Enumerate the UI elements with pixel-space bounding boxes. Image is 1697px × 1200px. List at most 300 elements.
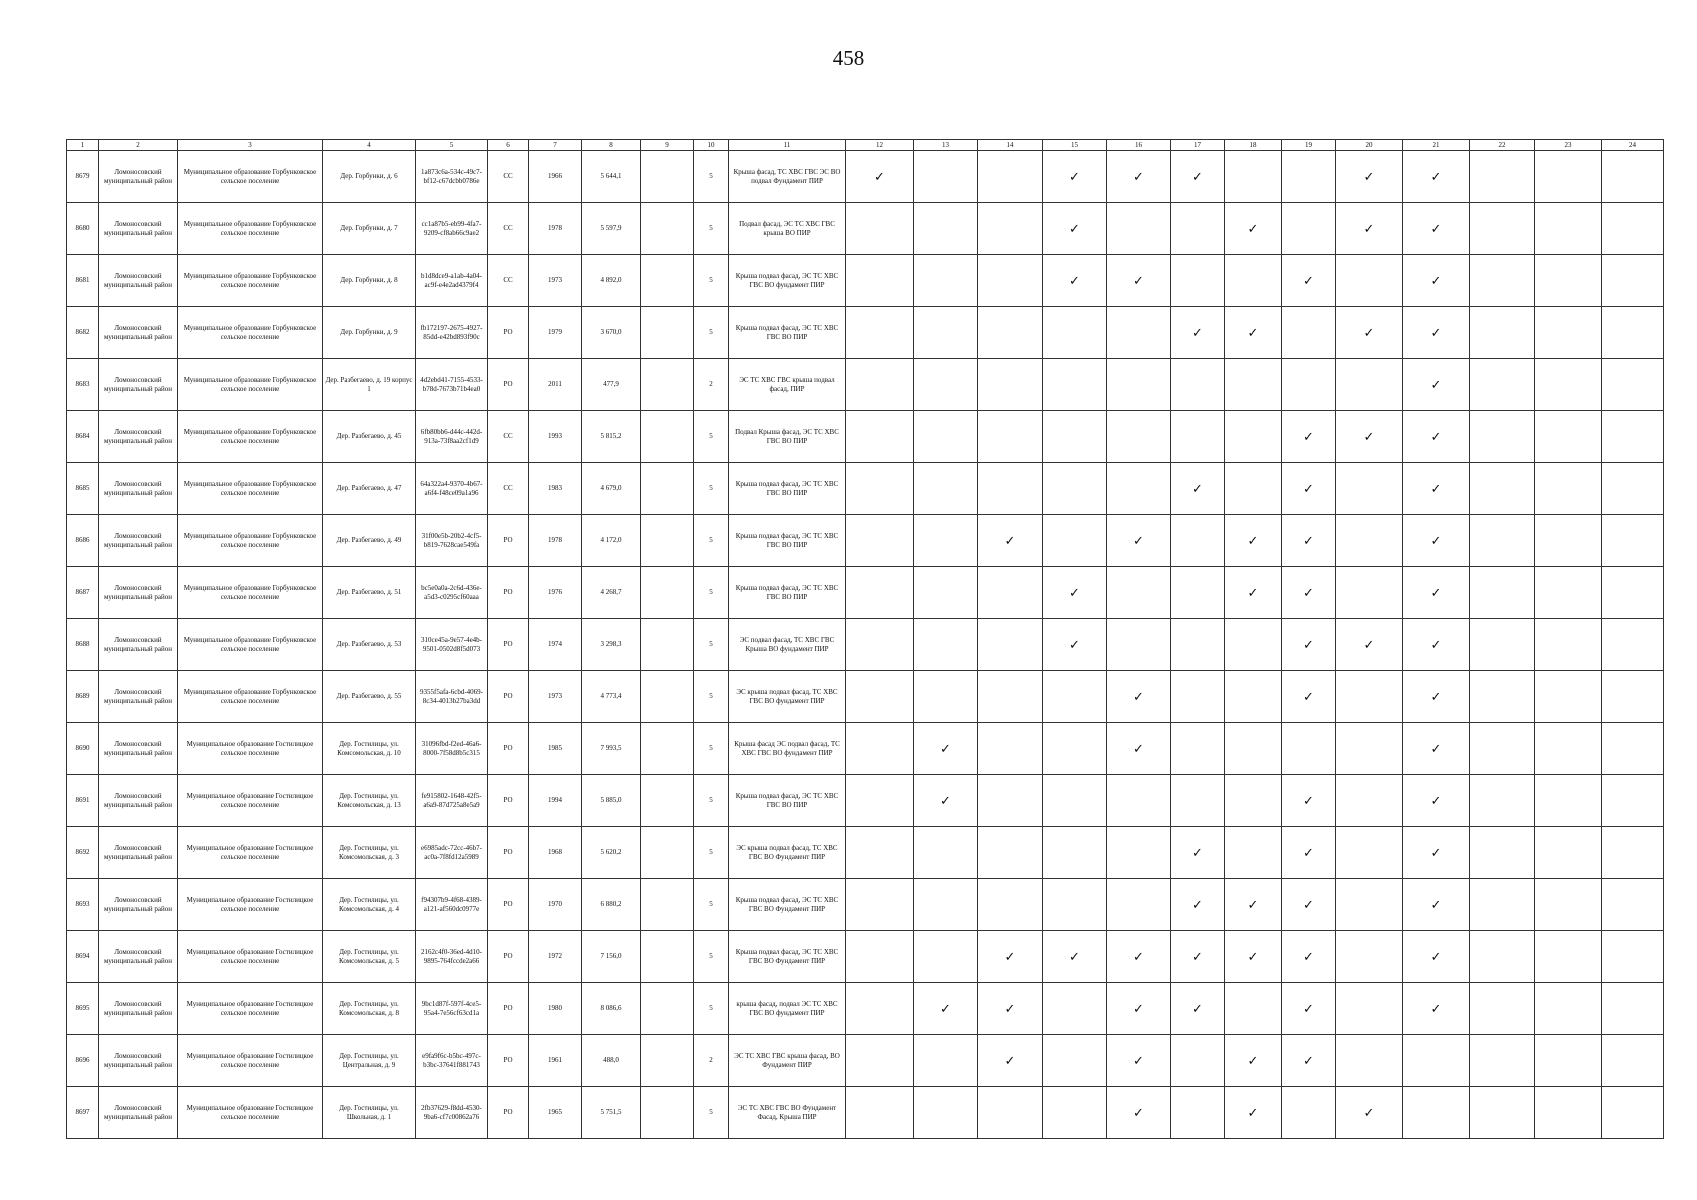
check-cell (978, 1035, 1043, 1087)
check-cell (1336, 1035, 1403, 1087)
column-header: 15 (1043, 140, 1107, 151)
check-cell (1043, 359, 1107, 411)
checkmark-icon: ✓ (1430, 169, 1442, 184)
works-cell: ЭС крыша подвал фасад, ТС ХВС ГВС ВО Фундамент ПИР (729, 827, 846, 879)
type-cell: РО (488, 723, 529, 775)
checkmark-icon: ✓ (1133, 689, 1144, 704)
check-cell (1535, 307, 1602, 359)
area-cell: 477,9 (582, 359, 641, 411)
row-number: 8696 (67, 1035, 99, 1087)
check-cell (846, 151, 914, 203)
check-cell (1470, 255, 1535, 307)
check-cell (1043, 723, 1107, 775)
district-cell: Ломоносовский муниципальный район (99, 515, 178, 567)
guid-cell: 4d2ebd41-7155-4533-b78d-7673b71b4ea0 (416, 359, 488, 411)
check-cell (1336, 463, 1403, 515)
floors-cell: 5 (694, 255, 729, 307)
check-cell (914, 1087, 978, 1139)
check-cell (1535, 671, 1602, 723)
check-cell (1602, 255, 1664, 307)
check-cell (1535, 411, 1602, 463)
check-cell (1225, 775, 1282, 827)
municipality-cell: Муниципальное образование Горбунковское сельское поселение (178, 307, 323, 359)
check-cell (914, 879, 978, 931)
municipality-cell: Муниципальное образование Горбунковское сельское поселение (178, 203, 323, 255)
checkmark-icon: ✓ (1069, 949, 1080, 964)
check-cell (1602, 983, 1664, 1035)
check-cell (978, 307, 1043, 359)
column-header: 5 (416, 140, 488, 151)
check-cell (1171, 515, 1225, 567)
column-header: 23 (1535, 140, 1602, 151)
district-cell: Ломоносовский муниципальный район (99, 1087, 178, 1139)
address-cell: Дер. Гостилицы, ул. Комсомольская, д. 4 (323, 879, 416, 931)
municipality-cell: Муниципальное образование Горбунковское сельское поселение (178, 359, 323, 411)
floors-cell: 2 (694, 1035, 729, 1087)
checkmark-icon: ✓ (1247, 949, 1259, 964)
type-cell: СС (488, 463, 529, 515)
check-cell (1282, 567, 1336, 619)
row-number: 8680 (67, 203, 99, 255)
column-header: 13 (914, 140, 978, 151)
checkmark-icon: ✓ (1133, 273, 1144, 288)
floors-cell: 5 (694, 723, 729, 775)
type-cell: РО (488, 983, 529, 1035)
floors-cell: 5 (694, 775, 729, 827)
floors-cell: 5 (694, 411, 729, 463)
type-cell: РО (488, 775, 529, 827)
district-cell: Ломоносовский муниципальный район (99, 307, 178, 359)
page-number: 458 (832, 46, 865, 70)
check-cell (1107, 307, 1171, 359)
year-cell: 1965 (529, 1087, 582, 1139)
table-row (67, 515, 1664, 567)
check-cell (1107, 515, 1171, 567)
check-cell (1171, 203, 1225, 255)
municipality-cell: Муниципальное образование Гостилицкое сельское поселение (178, 983, 323, 1035)
check-cell (1602, 463, 1664, 515)
check-cell (1225, 307, 1282, 359)
checkmark-icon: ✓ (1133, 533, 1144, 548)
check-cell (846, 463, 914, 515)
check-cell (978, 463, 1043, 515)
check-cell (1282, 983, 1336, 1035)
check-cell (1107, 619, 1171, 671)
address-cell: Дер. Гостилицы, ул. Центральная, д. 9 (323, 1035, 416, 1087)
check-cell (1535, 723, 1602, 775)
floors-cell: 5 (694, 983, 729, 1035)
check-cell (1107, 567, 1171, 619)
col9-cell (641, 515, 694, 567)
checkmark-icon: ✓ (1303, 533, 1314, 548)
check-cell (1403, 723, 1470, 775)
check-cell (1470, 1035, 1535, 1087)
address-cell: Дер. Горбунки, д. 6 (323, 151, 416, 203)
check-cell (1107, 463, 1171, 515)
checkmark-icon: ✓ (1430, 689, 1442, 704)
type-cell: РО (488, 827, 529, 879)
column-header: 20 (1336, 140, 1403, 151)
works-cell: Крыша подвал фасад, ЭС ТС ХВС ГВС ВО ПИР (729, 567, 846, 619)
check-cell (1336, 359, 1403, 411)
check-cell (1535, 151, 1602, 203)
check-cell (1225, 827, 1282, 879)
check-cell (914, 931, 978, 983)
guid-cell: 6fb80bb6-d44c-442d-913a-73f8aa2cf1d9 (416, 411, 488, 463)
municipality-cell: Муниципальное образование Горбунковское сельское поселение (178, 411, 323, 463)
check-cell (1336, 1087, 1403, 1139)
checkmark-icon: ✓ (1303, 585, 1314, 600)
check-cell (1470, 307, 1535, 359)
table-row (67, 671, 1664, 723)
check-cell (1470, 567, 1535, 619)
col9-cell (641, 203, 694, 255)
check-cell (978, 879, 1043, 931)
check-cell (914, 463, 978, 515)
check-cell (1171, 983, 1225, 1035)
column-header: 22 (1470, 140, 1535, 151)
guid-cell: cc1a87b5-eb99-4fa7-9209-cf8ab66c9ae2 (416, 203, 488, 255)
row-number: 8685 (67, 463, 99, 515)
check-cell (1282, 203, 1336, 255)
check-cell (1535, 203, 1602, 255)
area-cell: 6 880,2 (582, 879, 641, 931)
checkmark-icon: ✓ (1430, 221, 1442, 236)
register-table (66, 139, 1664, 1139)
check-cell (1470, 671, 1535, 723)
check-cell (1470, 723, 1535, 775)
check-cell (1043, 411, 1107, 463)
district-cell: Ломоносовский муниципальный район (99, 879, 178, 931)
checkmark-icon: ✓ (1303, 689, 1314, 704)
col9-cell (641, 723, 694, 775)
year-cell: 1972 (529, 931, 582, 983)
check-cell (1043, 879, 1107, 931)
check-cell (1171, 463, 1225, 515)
check-cell (1602, 723, 1664, 775)
checkmark-icon: ✓ (940, 793, 951, 808)
check-cell (1225, 515, 1282, 567)
check-cell (1403, 671, 1470, 723)
floors-cell: 5 (694, 463, 729, 515)
row-number: 8690 (67, 723, 99, 775)
year-cell: 1994 (529, 775, 582, 827)
check-cell (1171, 359, 1225, 411)
check-cell (1535, 983, 1602, 1035)
check-cell (1107, 723, 1171, 775)
check-cell (1043, 1035, 1107, 1087)
row-number: 8695 (67, 983, 99, 1035)
check-cell (978, 931, 1043, 983)
check-cell (978, 359, 1043, 411)
check-cell (1403, 463, 1470, 515)
row-number: 8683 (67, 359, 99, 411)
district-cell: Ломоносовский муниципальный район (99, 619, 178, 671)
year-cell: 1973 (529, 671, 582, 723)
check-cell (1602, 359, 1664, 411)
row-number: 8691 (67, 775, 99, 827)
check-cell (1470, 827, 1535, 879)
check-cell (1171, 827, 1225, 879)
check-cell (1171, 567, 1225, 619)
check-cell (1403, 619, 1470, 671)
district-cell: Ломоносовский муниципальный район (99, 827, 178, 879)
guid-cell: 2162c4f0-36ed-4d10-9895-764fccde2a66 (416, 931, 488, 983)
checkmark-icon: ✓ (1430, 897, 1442, 912)
year-cell: 1993 (529, 411, 582, 463)
check-cell (1043, 255, 1107, 307)
check-cell (1225, 723, 1282, 775)
check-cell (1282, 151, 1336, 203)
table-row (67, 567, 1664, 619)
row-number: 8684 (67, 411, 99, 463)
checkmark-icon: ✓ (1069, 169, 1080, 184)
check-cell (1282, 619, 1336, 671)
floors-cell: 5 (694, 931, 729, 983)
column-header: 21 (1403, 140, 1470, 151)
area-cell: 4 268,7 (582, 567, 641, 619)
checkmark-icon: ✓ (1303, 273, 1314, 288)
check-cell (1602, 567, 1664, 619)
check-cell (1602, 827, 1664, 879)
check-cell (1043, 515, 1107, 567)
check-cell (1470, 359, 1535, 411)
address-cell: Дер. Гостилицы, ул. Комсомольская, д. 8 (323, 983, 416, 1035)
row-number: 8689 (67, 671, 99, 723)
check-cell (1336, 879, 1403, 931)
checkmark-icon: ✓ (1430, 845, 1442, 860)
check-cell (1336, 307, 1403, 359)
year-cell: 1973 (529, 255, 582, 307)
works-cell: Крыша фасад, ТС ХВС ГВС ЭС ВО подвал Фундамент ПИР (729, 151, 846, 203)
check-cell (914, 515, 978, 567)
check-cell (1336, 203, 1403, 255)
check-cell (1602, 775, 1664, 827)
year-cell: 1979 (529, 307, 582, 359)
check-cell (978, 255, 1043, 307)
table-row (67, 983, 1664, 1035)
check-cell (1535, 619, 1602, 671)
check-cell (846, 1087, 914, 1139)
check-cell (1602, 879, 1664, 931)
checkmark-icon: ✓ (1430, 793, 1442, 808)
check-cell (1225, 359, 1282, 411)
col9-cell (641, 1035, 694, 1087)
check-cell (914, 671, 978, 723)
col9-cell (641, 411, 694, 463)
check-cell (914, 983, 978, 1035)
table-row (67, 827, 1664, 879)
type-cell: СС (488, 255, 529, 307)
municipality-cell: Муниципальное образование Горбунковское сельское поселение (178, 463, 323, 515)
guid-cell: fb172197-2675-4927-85dd-e42bd893f90c (416, 307, 488, 359)
address-cell: Дер. Разбегаево, д. 19 корпус 1 (323, 359, 416, 411)
check-cell (1107, 827, 1171, 879)
check-cell (1107, 671, 1171, 723)
column-header: 19 (1282, 140, 1336, 151)
check-cell (1403, 515, 1470, 567)
checkmark-icon: ✓ (1133, 1001, 1144, 1016)
check-cell (1171, 307, 1225, 359)
check-cell (1602, 151, 1664, 203)
guid-cell: 31096fbd-f2ed-46a6-8000-7f58d8b5c315 (416, 723, 488, 775)
row-number: 8692 (67, 827, 99, 879)
checkmark-icon: ✓ (1363, 637, 1375, 652)
checkmark-icon: ✓ (1247, 585, 1259, 600)
checkmark-icon: ✓ (1430, 1001, 1442, 1016)
checkmark-icon: ✓ (1192, 949, 1203, 964)
area-cell: 5 644,1 (582, 151, 641, 203)
check-cell (914, 567, 978, 619)
checkmark-icon: ✓ (1430, 481, 1442, 496)
check-cell (1225, 671, 1282, 723)
check-cell (914, 827, 978, 879)
check-cell (1043, 775, 1107, 827)
check-cell (1336, 515, 1403, 567)
floors-cell: 5 (694, 619, 729, 671)
district-cell: Ломоносовский муниципальный район (99, 567, 178, 619)
check-cell (1602, 1087, 1664, 1139)
check-cell (914, 255, 978, 307)
check-cell (914, 151, 978, 203)
check-cell (1225, 463, 1282, 515)
check-cell (978, 567, 1043, 619)
floors-cell: 5 (694, 307, 729, 359)
check-cell (1225, 411, 1282, 463)
check-cell (1535, 515, 1602, 567)
year-cell: 1980 (529, 983, 582, 1035)
check-cell (1403, 411, 1470, 463)
check-cell (846, 411, 914, 463)
check-cell (1107, 359, 1171, 411)
district-cell: Ломоносовский муниципальный район (99, 359, 178, 411)
check-cell (1225, 255, 1282, 307)
checkmark-icon: ✓ (1192, 1001, 1203, 1016)
col9-cell (641, 567, 694, 619)
check-cell (914, 1035, 978, 1087)
checkmark-icon: ✓ (1069, 221, 1080, 236)
municipality-cell: Муниципальное образование Горбунковское сельское поселение (178, 619, 323, 671)
col9-cell (641, 151, 694, 203)
check-cell (1282, 879, 1336, 931)
table-row (67, 203, 1664, 255)
checkmark-icon: ✓ (1430, 949, 1442, 964)
column-header: 16 (1107, 140, 1171, 151)
guid-cell: e9fa9f6c-b5bc-497c-b3bc-37641f881743 (416, 1035, 488, 1087)
checkmark-icon: ✓ (1247, 1053, 1259, 1068)
year-cell: 1968 (529, 827, 582, 879)
checkmark-icon: ✓ (1430, 637, 1442, 652)
area-cell: 5 597,9 (582, 203, 641, 255)
checkmark-icon: ✓ (1303, 793, 1314, 808)
address-cell: Дер. Разбегаево, д. 53 (323, 619, 416, 671)
checkmark-icon: ✓ (1247, 325, 1259, 340)
check-cell (1403, 567, 1470, 619)
check-cell (1403, 879, 1470, 931)
check-cell (846, 723, 914, 775)
check-cell (1171, 1087, 1225, 1139)
check-cell (1107, 203, 1171, 255)
check-cell (978, 827, 1043, 879)
col9-cell (641, 775, 694, 827)
check-cell (1043, 671, 1107, 723)
guid-cell: e6985adc-72cc-46b7-ac0a-7f8fd12a5989 (416, 827, 488, 879)
table-row (67, 775, 1664, 827)
checkmark-icon: ✓ (874, 169, 885, 184)
check-cell (1336, 411, 1403, 463)
check-cell (914, 619, 978, 671)
check-cell (1336, 827, 1403, 879)
checkmark-icon: ✓ (1004, 949, 1016, 964)
year-cell: 1983 (529, 463, 582, 515)
check-cell (1336, 723, 1403, 775)
type-cell: РО (488, 567, 529, 619)
col9-cell (641, 671, 694, 723)
check-cell (1602, 307, 1664, 359)
check-cell (1282, 255, 1336, 307)
checkmark-icon: ✓ (1303, 845, 1314, 860)
district-cell: Ломоносовский муниципальный район (99, 1035, 178, 1087)
check-cell (1282, 775, 1336, 827)
check-cell (1403, 255, 1470, 307)
guid-cell: 9355f5afa-6cbd-4069-8c34-4013b27ba3dd (416, 671, 488, 723)
checkmark-icon: ✓ (1247, 897, 1259, 912)
checkmark-icon: ✓ (1363, 429, 1375, 444)
check-cell (1535, 1035, 1602, 1087)
check-cell (1282, 827, 1336, 879)
guid-cell: fe915802-1648-42f5-a6a9-87d725a8e5a9 (416, 775, 488, 827)
check-cell (1107, 983, 1171, 1035)
area-cell: 5 885,0 (582, 775, 641, 827)
check-cell (1225, 931, 1282, 983)
check-cell (1535, 775, 1602, 827)
check-cell (1282, 671, 1336, 723)
check-cell (1171, 931, 1225, 983)
check-cell (1403, 775, 1470, 827)
check-cell (1171, 775, 1225, 827)
row-number: 8693 (67, 879, 99, 931)
checkmark-icon: ✓ (1303, 949, 1314, 964)
check-cell (1225, 1035, 1282, 1087)
check-cell (1043, 983, 1107, 1035)
check-cell (1282, 411, 1336, 463)
checkmark-icon: ✓ (1363, 221, 1375, 236)
col9-cell (641, 1087, 694, 1139)
guid-cell: 31f00e5b-20b2-4cf5-b819-7628cae549fa (416, 515, 488, 567)
check-cell (1403, 1035, 1470, 1087)
check-cell (1602, 203, 1664, 255)
row-number: 8682 (67, 307, 99, 359)
district-cell: Ломоносовский муниципальный район (99, 931, 178, 983)
floors-cell: 5 (694, 671, 729, 723)
column-header: 7 (529, 140, 582, 151)
table-row (67, 619, 1664, 671)
district-cell: Ломоносовский муниципальный район (99, 411, 178, 463)
area-cell: 5 620,2 (582, 827, 641, 879)
area-cell: 488,0 (582, 1035, 641, 1087)
type-cell: РО (488, 879, 529, 931)
type-cell: СС (488, 411, 529, 463)
checkmark-icon: ✓ (1192, 169, 1203, 184)
check-cell (1043, 151, 1107, 203)
guid-cell: bc5e0a0a-2c6d-436e-a5d3-c0295cf60aaa (416, 567, 488, 619)
checkmark-icon: ✓ (940, 1001, 951, 1016)
check-cell (1282, 359, 1336, 411)
check-cell (1282, 307, 1336, 359)
municipality-cell: Муниципальное образование Гостилицкое сельское поселение (178, 1035, 323, 1087)
check-cell (1225, 1087, 1282, 1139)
check-cell (1336, 671, 1403, 723)
